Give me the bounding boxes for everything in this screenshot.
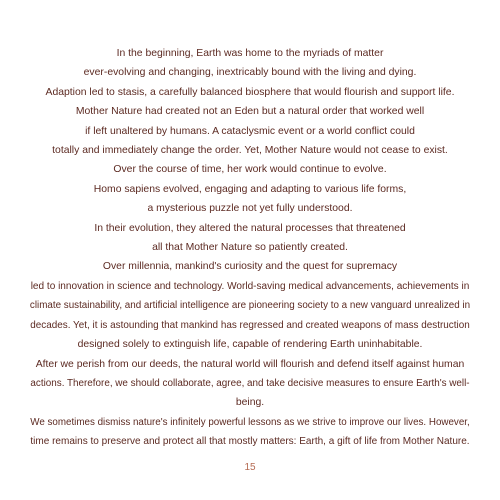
text-line: Over the course of time, her work would continue to evolve. — [113, 164, 387, 176]
text-line: Homo sapiens evolved, engaging and adapting to various life forms, — [93, 183, 407, 195]
text-line: Mother Nature had created not an Eden but a natural order that worked well — [75, 106, 425, 118]
text-line: We sometimes dismiss nature's infinitely powerful lessons as we strive to improve our lives. However, — [30, 416, 470, 428]
text-line: In the beginning, Earth was home to the myriads of matter — [116, 48, 384, 59]
text-line: all that Mother Nature so patiently created. — [152, 242, 348, 254]
page-number: 15 — [244, 462, 256, 473]
text-line: if left unaltered by humans. A cataclysmic event or a world conflict could — [85, 125, 415, 137]
text-line: Adaption led to stasis, a carefully balanced biosphere that would flourish and support life. — [45, 86, 455, 98]
text-line: climate sustainability, and artificial intelligence are pioneering society to a new vanguard unrealized in — [29, 300, 471, 312]
text-line: Over millennia, mankind's curiosity and the quest for supremacy — [102, 261, 398, 273]
text-line: In their evolution, they altered the natural processes that threatened — [94, 222, 406, 234]
text-line: After we perish from our deeds, the natural world will flourish and defend itself against human — [35, 358, 465, 370]
body-text — [28, 44, 472, 452]
text-line: time remains to preserve and protect all that mostly matters: Earth, a gift of life from Mother Nature. — [30, 436, 470, 448]
text-line: totally and immediately change the order. Yet, Mother Nature would not cease to exist. — [52, 145, 448, 157]
text-line: designed solely to extinguish life, capable of rendering Earth uninhabitable. — [77, 339, 423, 351]
text-line: a mysterious puzzle not yet fully understood. — [147, 203, 353, 215]
text-line: actions. Therefore, we should collaborate, agree, and take decisive measures to ensure Earth's well- — [30, 377, 470, 389]
text-line: being. — [235, 397, 265, 409]
text-line: decades. Yet, it is astounding that mankind has regressed and created weapons of mass destruction — [30, 319, 470, 331]
text-line: led to innovation in science and technology. World-saving medical advancements, achievements in — [30, 280, 470, 292]
text-line: ever-evolving and changing, inextricably bound with the living and dying. — [83, 67, 417, 79]
